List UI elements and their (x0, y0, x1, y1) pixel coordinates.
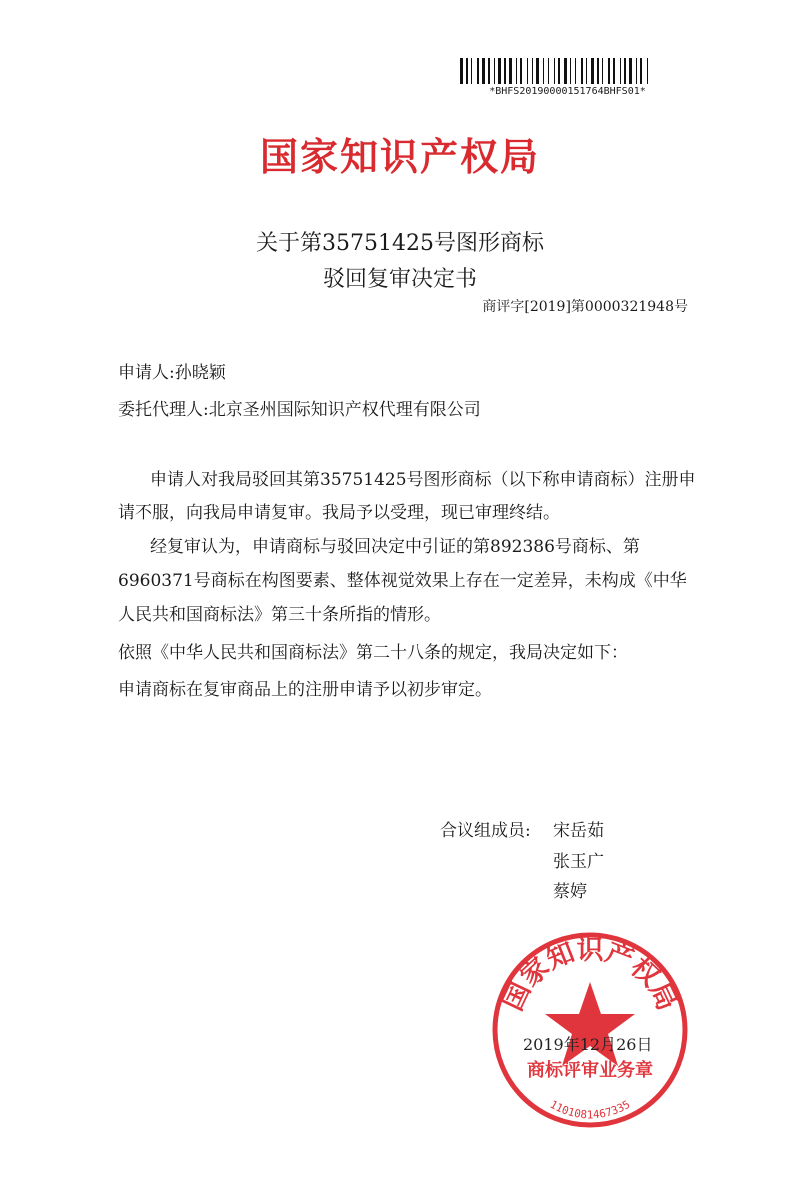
barcode-image (460, 58, 675, 84)
document-number: 商评字[2019]第0000321948号 (482, 299, 688, 315)
paragraph-2-line-3: 人民共和国商标法》第三十条所指的情形。 (118, 605, 441, 625)
official-seal-stamp (490, 930, 690, 1130)
panel-member-2: 张玉广 (553, 852, 604, 872)
panel-label: 合议组成员: (440, 821, 531, 841)
paragraph-2-line-2: 6960371号商标在构图要素、整体视觉效果上存在一定差异，未构成《中华 (118, 571, 687, 591)
paragraph-1-line-1: 申请人对我局驳回其第35751425号图形商标（以下称申请商标）注册申 (150, 470, 696, 490)
paragraph-2-line-1: 经复审认为，申请商标与驳回决定中引证的第892386号商标、第 (150, 537, 640, 557)
applicant-name: 孙晓颖 (174, 363, 226, 383)
paragraph-4: 申请商标在复审商品上的注册申请予以初步审定。 (118, 680, 492, 700)
panel-member-3: 蔡婷 (553, 882, 587, 902)
applicant-label: 申请人: (118, 363, 175, 383)
decision-date: 2019年12月26日 (523, 1035, 653, 1054)
document-title-line-2: 驳回复审决定书 (322, 267, 477, 292)
svg-text:商标评审业务章: 商标评审业务章 (527, 1060, 653, 1081)
document-title-line-1: 关于第35751425号图形商标 (256, 231, 544, 256)
svg-text:国家知识产权局: 国家知识产权局 (497, 935, 683, 1016)
issuer-title: 国家知识产权局 (259, 135, 540, 179)
barcode-text: *BHFS20190000151764BHFS01* (489, 86, 646, 97)
barcode-block (460, 58, 675, 97)
paragraph-3: 依照《中华人民共和国商标法》第二十八条的规定，我局决定如下： (118, 643, 628, 663)
paragraph-1-line-2: 请不服，向我局申请复审。我局予以受理，现已审理终结。 (118, 503, 560, 523)
applicant-line (118, 358, 226, 383)
agent-line (118, 395, 481, 420)
panel-member-1: 宋岳茹 (553, 821, 604, 841)
svg-text:1101081467335: 1101081467335 (547, 1097, 633, 1122)
agent-name: 北京圣州国际知识产权代理有限公司 (208, 400, 481, 420)
agent-label: 委托代理人: (118, 400, 209, 420)
